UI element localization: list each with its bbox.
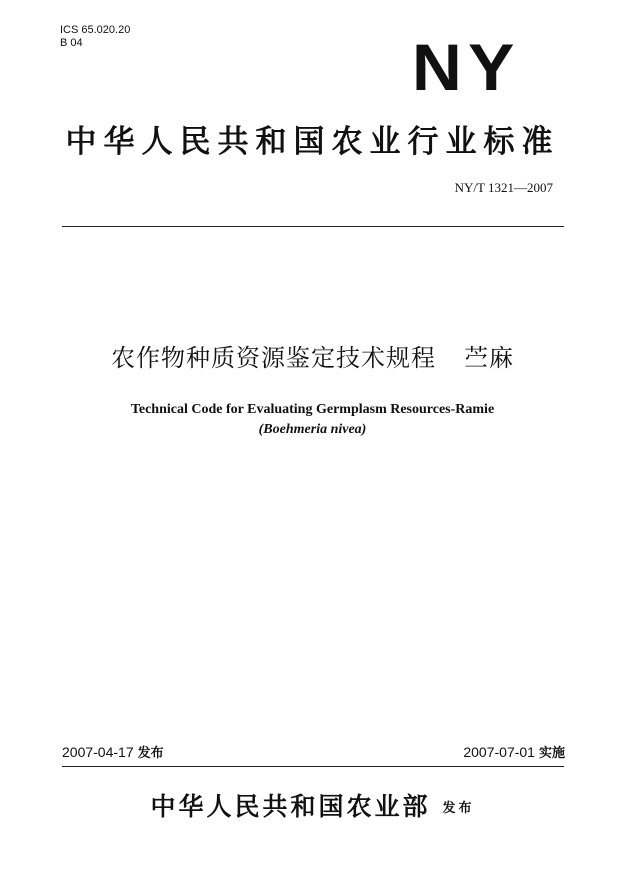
issue-date-line bbox=[62, 742, 164, 761]
top-divider bbox=[62, 226, 564, 227]
publisher-action: 发布 bbox=[442, 800, 475, 816]
implement-date-line bbox=[463, 742, 565, 761]
issue-date: 2007-04-17 bbox=[62, 744, 134, 760]
document-title-crop: 苎麻 bbox=[464, 344, 514, 372]
latin-name: (Boehmeria nivea) bbox=[258, 422, 367, 437]
document-title-cn bbox=[0, 342, 625, 374]
standard-number: NY/T 1321—2007 bbox=[454, 180, 553, 195]
classification-codes bbox=[60, 24, 130, 50]
publisher-line bbox=[0, 790, 625, 826]
implement-label: 实施 bbox=[538, 746, 565, 761]
publisher-name: 中华人民共和国农业部 bbox=[150, 792, 431, 821]
issue-label: 发布 bbox=[137, 746, 164, 761]
document-title-main: 农作物种质资源鉴定技术规程 bbox=[111, 344, 436, 372]
document-title-en: Technical Code for Evaluating Germplasm Resources-Ramie bbox=[130, 402, 495, 417]
ics-code: ICS 65.020.20 bbox=[60, 24, 131, 36]
standard-title: 中华人民共和国农业行业标准 bbox=[65, 124, 560, 160]
ccs-code: B 04 bbox=[60, 37, 83, 49]
bottom-divider bbox=[62, 766, 564, 767]
ny-logo: NY bbox=[412, 30, 521, 104]
implement-date: 2007-07-01 bbox=[463, 744, 535, 760]
